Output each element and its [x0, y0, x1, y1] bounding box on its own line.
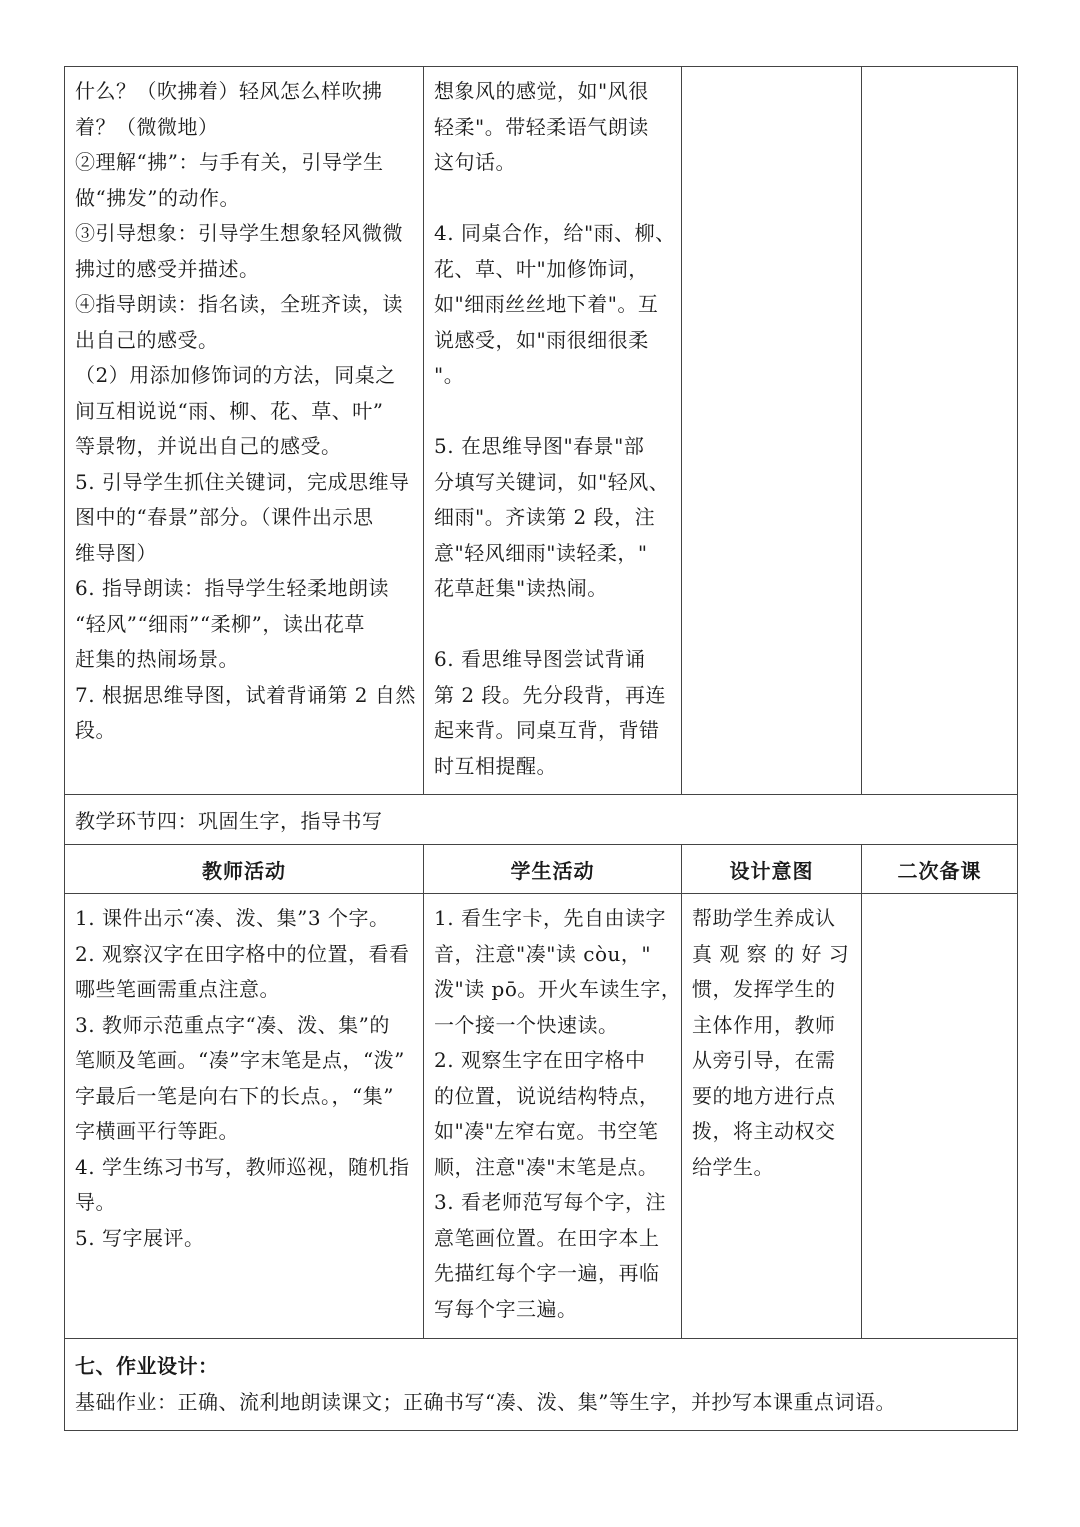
text-line: 如"凑"左窄右宽。书空笔	[434, 1119, 659, 1143]
teacher-activity-text	[65, 894, 423, 1256]
text-line: 做“拂发”的动作。	[75, 185, 240, 210]
text-line: 要的地方进行点	[692, 1083, 836, 1108]
text-line: 泼"读 pō。开火车读生字，	[434, 977, 682, 1001]
text-line: 6. 指导朗读：指导学生轻柔地朗读	[75, 576, 389, 600]
text-line: 赶集的热闹场景。	[75, 647, 239, 671]
text-line: ④指导朗读：指名读，全班齐读，读	[75, 292, 403, 316]
text-line: 时互相提醒。	[434, 753, 557, 778]
text-line: 拨，将主动权交	[692, 1119, 836, 1143]
text-line: 一个接一个快速读。	[434, 1012, 619, 1037]
second-prep-cell	[862, 894, 1018, 1339]
text-line: 轻柔"。带轻柔语气朗读	[434, 114, 649, 139]
text-line: 帮助学生养成认	[692, 906, 836, 930]
header-second-prep: 二次备课	[862, 845, 1018, 894]
text-line: 惯，发挥学生的	[692, 977, 836, 1001]
text-line: 这句话。	[434, 150, 516, 174]
paragraph-gap	[434, 181, 671, 217]
text-line: 什么？（吹拂着）轻风怎么样吹拂	[75, 79, 383, 103]
text-line: 4. 同桌合作，给"雨、柳、	[434, 221, 676, 245]
text-line: 间互相说说“雨、柳、花、草、叶”	[75, 398, 384, 423]
text-line: 意"轻风细雨"读轻柔，"	[434, 540, 648, 565]
text-line: 说感受，如"雨很细很柔	[434, 327, 649, 352]
text-line: 笔顺及笔画。“凑”字末笔是点，“泼”	[75, 1048, 405, 1072]
lesson-plan-table	[64, 66, 1018, 1431]
text-line: 5. 写字展评。	[75, 1225, 205, 1250]
second-prep-cell	[862, 67, 1018, 795]
text-line: 给学生。	[692, 1154, 774, 1179]
text-line: （2）用添加修饰词的方法，同桌之	[75, 363, 396, 387]
homework-title: 七、作业设计：	[75, 1354, 219, 1378]
text-line: 拂过的感受并描述。	[75, 256, 260, 281]
text-line: 字横画平行等距。	[75, 1119, 239, 1143]
text-line: 起来背。同桌互背，背错	[434, 718, 660, 742]
text-line: "。	[434, 363, 465, 387]
text-line: 维导图）	[75, 540, 157, 565]
text-line: 主体作用，教师	[692, 1012, 836, 1037]
text-line: 想象风的感觉，如"风很	[434, 79, 649, 103]
section-title-row	[65, 795, 1018, 845]
text-line: 7. 根据思维导图，试着背诵第 2 自然	[75, 682, 416, 707]
text-line: 图中的“春景”部分。（课件出示思	[75, 505, 374, 529]
text-line: 1. 看生字卡，先自由读字	[434, 906, 666, 930]
text-line: 顺，注意"凑"末笔是点。	[434, 1154, 659, 1179]
text-line: ③引导想象：引导学生想象轻风微微	[75, 221, 403, 245]
text-line: 等景物，并说出自己的感受。	[75, 434, 342, 458]
teacher-activity-cell	[65, 67, 424, 795]
continuation-row	[65, 67, 1018, 795]
design-intent-text	[682, 894, 861, 1185]
text-line: 如"细雨丝丝地下着"。互	[434, 292, 659, 316]
text-line: 着？（微微地）	[75, 114, 219, 139]
homework-text: 基础作业：正确、流利地朗读课文；正确书写“凑、泼、集”等生字，并抄写本课重点词语。	[75, 1389, 896, 1414]
teacher-activity-cell	[65, 894, 424, 1339]
section-content-row	[65, 894, 1018, 1339]
text-line: 分填写关键词，如"轻风、	[434, 469, 670, 494]
text-line: 花、草、叶"加修饰词，	[434, 256, 649, 281]
text-line: 音，注意"凑"读 còu，"	[434, 941, 652, 966]
student-activity-cell	[424, 67, 682, 795]
text-line: 意笔画位置。在田字本上	[434, 1225, 660, 1250]
paragraph-gap	[434, 394, 671, 430]
header-teacher-activity: 教师活动	[65, 845, 424, 894]
text-line: 导。	[75, 1190, 116, 1214]
design-intent-cell	[682, 67, 862, 795]
paragraph-gap	[434, 607, 671, 643]
homework-cell	[65, 1339, 1018, 1431]
text-line: “轻风”“细雨”“柔柳”，读出花草	[75, 611, 365, 636]
text-line: 哪些笔画需重点注意。	[75, 977, 280, 1001]
student-activity-text	[424, 894, 681, 1327]
text-line: 2. 观察生字在田字格中	[434, 1048, 646, 1072]
text-line: 字最后一笔是向右下的长点。，“集”	[75, 1083, 394, 1108]
text-line: 出自己的感受。	[75, 327, 219, 352]
column-header-row	[65, 845, 1018, 894]
text-line: 从旁引导，在需	[692, 1048, 836, 1072]
text-line: 2. 观察汉字在田字格中的位置，看看	[75, 941, 410, 966]
text-line: 5. 引导学生抓住关键词，完成思维导	[75, 469, 410, 494]
text-line: 1. 课件出示“凑、泼、集”3 个字。	[75, 906, 390, 930]
text-line: 4. 学生练习书写，教师巡视，随机指	[75, 1154, 410, 1179]
text-line: 先描红每个字一遍，再临	[434, 1261, 660, 1285]
text-line: ②理解“拂”：与手有关，引导学生	[75, 150, 384, 174]
header-design-intent: 设计意图	[682, 845, 862, 894]
student-activity-text	[424, 67, 681, 784]
text-line: 5. 在思维导图"春景"部	[434, 434, 645, 458]
text-line: 第 2 段。先分段背，再连	[434, 682, 666, 707]
text-line: 写每个字三遍。	[434, 1296, 578, 1321]
text-line: 细雨"。齐读第 2 段，注	[434, 505, 656, 529]
design-intent-cell	[682, 894, 862, 1339]
text-line: 3. 教师示范重点字“凑、泼、集”的	[75, 1012, 390, 1037]
text-line: 真 观 察 的 好 习	[692, 941, 850, 966]
header-student-activity: 学生活动	[424, 845, 682, 894]
homework-row	[65, 1339, 1018, 1431]
teacher-activity-text	[65, 67, 423, 749]
text-line: 3. 看老师范写每个字，注	[434, 1190, 666, 1214]
text-line: 段。	[75, 718, 116, 742]
text-line: 6. 看思维导图尝试背诵	[434, 647, 646, 671]
text-line: 的位置，说说结构特点，	[434, 1083, 660, 1108]
section-title: 教学环节四：巩固生字，指导书写	[65, 795, 1018, 845]
student-activity-cell	[424, 894, 682, 1339]
text-line: 花草赶集"读热闹。	[434, 576, 608, 600]
